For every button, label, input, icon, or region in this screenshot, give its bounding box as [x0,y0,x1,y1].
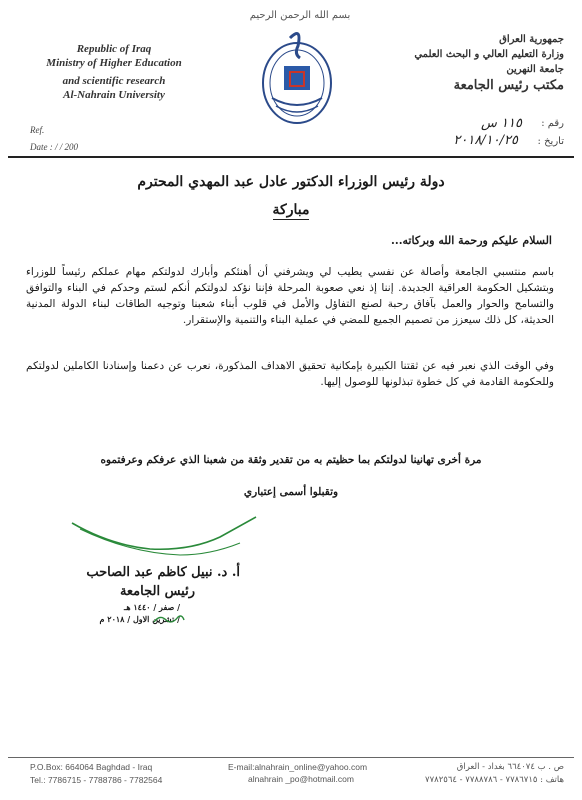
english-letterhead [14,42,214,102]
arabic-letterhead [394,32,564,95]
hijri-date: / صفر / ١٤٤٠ هـ [124,602,180,612]
header-divider [8,156,574,158]
footer-pobox-ar: ص . ب ٦٦٤٠٧٤ بغداد - العراق [456,762,564,772]
raqm-label: رقم : [541,118,564,129]
closing-line: مرة أخرى تهانينا لدولتكم بما حظيتم به من تقدير وثقة من شعبنا الذي عرفكم وعرفتموه [100,454,482,466]
regards-line: وتقبلوا أسمى إعتباري [243,486,339,498]
basmala: بسم الله الرحمن الرحيم [249,10,351,21]
footer-divider [8,757,574,758]
footer-pobox-en: P.O.Box: 664064 Baghdad - Iraq [30,762,153,772]
paragraph-1: باسم منتسبي الجامعة وأصالة عن نفسي يطيب لي ويشرفني أن أهنئكم وأبارك لدولتكم مهام عملكم رئيساً للوزراء وبتشكيل الحكومة العراقية الجديدة. إننا إذ نعي صعوبة المرحلة فإننا نؤكد لدولتكم أنكم لستم وحدكم في البناء والتوافق والتسامح والحوار والعمل بآفاق رحبة لصنع التفاؤل والأمل في قلوب أبناء شعبنا وتوجيه الطاقات لبناء الدولة المدنية الحديثة، كل ذلك سيعزز من تصميم الجميع للمضي في عملية البناء والتنمية والإستقرار. [26,266,554,326]
signature-scribble-icon [70,515,260,563]
arabic-office: مكتب رئيس الجامعة [453,78,564,93]
initial-scribble-icon [152,612,186,626]
signer-name: أ. د. نبيل كاظم عبد الصاحب [86,565,240,580]
university-logo-icon [232,28,362,128]
date-label: Date : / / 200 [30,142,78,152]
arabic-country: جمهورية العراق [499,34,564,45]
footer-tel-ar: هاتف : ٧٧٨٦٧١٥ - ٧٧٨٨٧٨٦ - ٧٧٨٢٥٦٤ [425,775,564,785]
footer-email-1: E-mail:alnahrain_online@yahoo.com [228,762,368,772]
gregorian-date: / تشرين الاول / ٢٠١٨ م [99,614,180,624]
arabic-university: جامعة النهرين [506,64,564,75]
greeting: السلام عليكم ورحمة الله وبركاته... [391,234,552,247]
tarikh-label: تاريخ : [537,136,564,147]
english-ministry-cont: and scientific research [62,75,166,87]
footer-tel-en: Tel.: 7786715 - 7788786 - 7782564 [30,775,163,785]
tarikh-value: ٢٠١٨/١٠/٢٥ [453,133,518,148]
footer-email-2: alnahrain _po@hotmail.com [248,774,354,784]
raqm-value: ١١٥ س [481,116,522,131]
paragraph-2: وفي الوقت الذي نعبر فيه عن ثقتنا الكبيرة بإمكانية تحقيق الاهداف المذكورة، نعرب عن دعمنا وإسنادنا الكاملين لدولتكم وللحكومة القادمة في كل خطوة تبذلونها للوصول إليها. [26,360,554,388]
subject [0,202,582,218]
signer-title: رئيس الجامعة [119,584,195,599]
english-university: Al-Nahrain University [63,89,165,101]
ref-label: Ref. [30,125,45,135]
english-country: Republic of Iraq [76,43,152,55]
addressee: دولة رئيس الوزراء الدكتور عادل عبد المهدي المحترم [137,174,445,190]
english-ministry: Ministry of Higher Education [46,57,182,69]
arabic-ministry: وزارة التعليم العالي و البحث العلمي [414,49,564,60]
subject-text: مباركة [272,202,310,218]
